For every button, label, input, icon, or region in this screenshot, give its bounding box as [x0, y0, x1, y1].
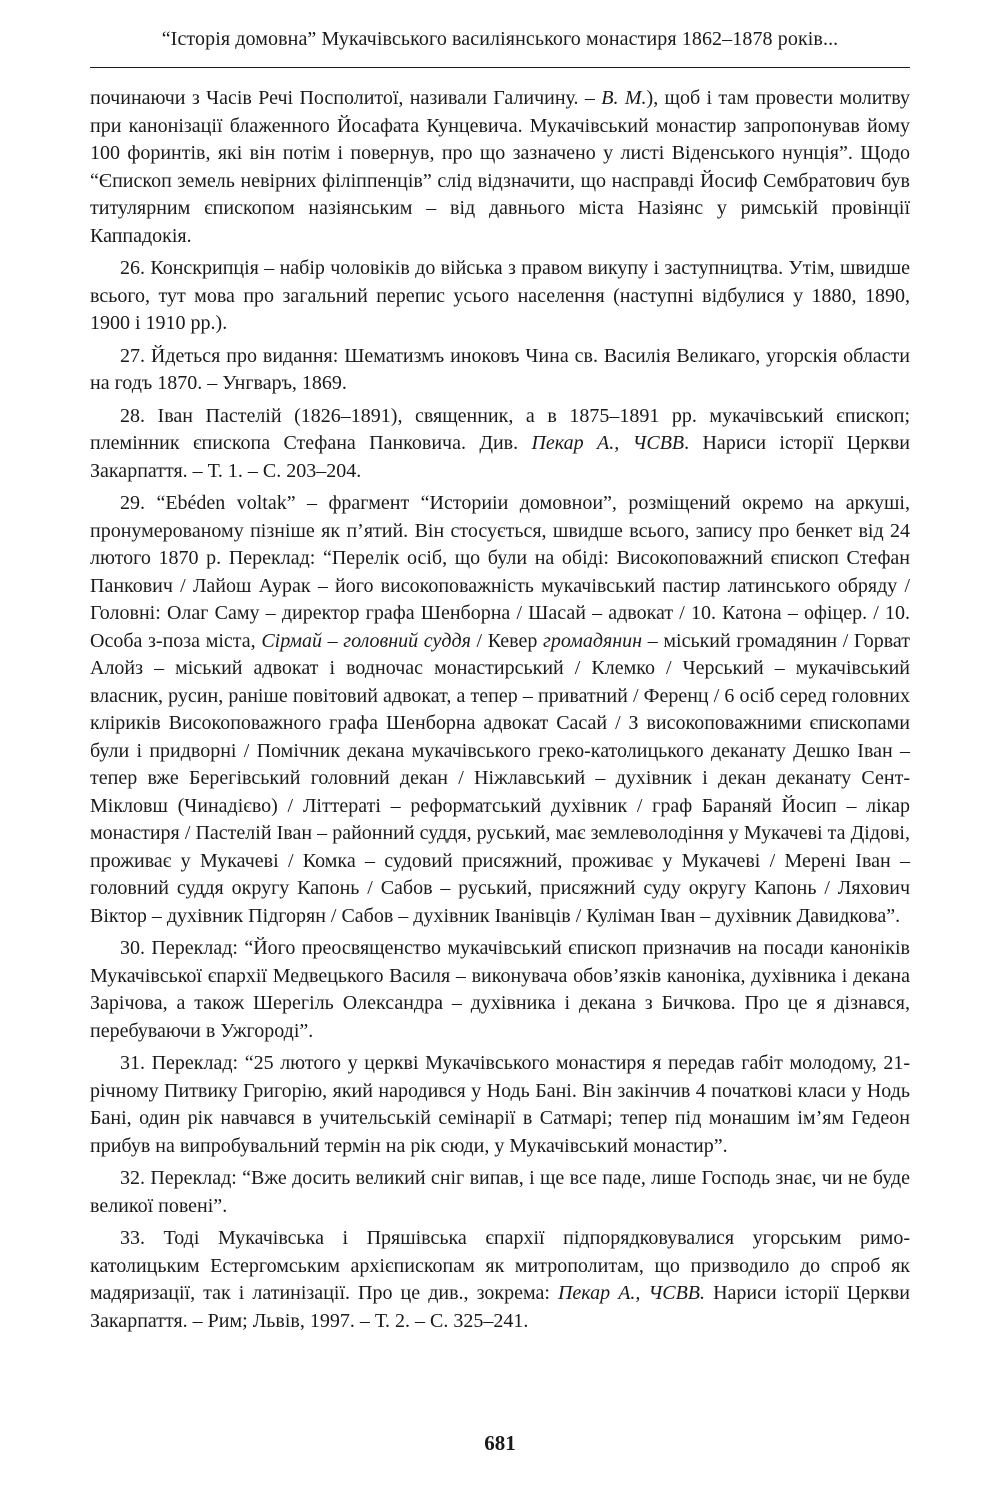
italic-run: Пекар А., ЧСВВ	[531, 432, 685, 454]
footnote-29	[90, 490, 910, 930]
text-run: . Нариси історії Церкви Закарпаття. – Т. 1. – С. 203–204.	[90, 432, 910, 482]
text-run: 32. Переклад: “Вже досить великий сніг випав, і ще все паде, лише Господь знає, чи не буде великої повені”.	[90, 1167, 910, 1217]
text-run: починаючи з Часів Речі Посполитої, називали Галичину. –	[90, 87, 602, 109]
text-run: 31. Переклад: “25 лютого у церкві Мукачівського монастиря я передав габіт молодому, 21-річному Питвику Григорію, який народився у Нодь Бані. Він закінчив 4 початкові класи у Нодь Бані, один рік навчався в учительській семінарії в Сатмарі; тепер під монашим ім’ям Гедеон прибув на випробувальний термін на рік сюди, у Мукачівський монастир”.	[90, 1052, 910, 1157]
text-run: ), щоб і там провести молитву при канонізації блаженного Йосафата Кунцевича. Мукачівський монастир запропонував йому 100 форинтів, які він потім і повернув, про що зазначено у листі Віденського нунція”. Щодо “Єпископ земель невірних філіппенців” слід відзначити, що насправді Йосиф Сембратович був титулярним єпископом назіянським – від давнього міста Назіянс у римській провінції Каппадокія.	[90, 87, 910, 247]
text-run: 33. Тоді Мукачівська і Пряшівська єпархії підпорядковувалися угорським римо-католицьким Естергомським архієпископам як митрополитам, що призводило до спроб як мадяризації, так і латинізації. Про це див., зокрема:	[90, 1227, 910, 1304]
text-run: 26. Конскрипція – набір чоловіків до війська з правом викупу і заступництва. Утім, швидше всього, тут мова про загальний перепис усього населення (наступні відбулися у 1880, 1890, 1900 і 1910 рр.).	[90, 257, 910, 334]
continuation-paragraph	[90, 85, 910, 250]
text-run: 30. Переклад: “Його преосвященство мукачівський єпископ призначив на посади каноніків Мукачівської єпархії Медвецького Василя – виконувача обов’язків каноніка, духівника і декана Зарічова, а також Шерегіль Олександра – духівника і декана з Бичкова. Про це я дізнався, перебуваючи в Ужгороді”.	[90, 937, 910, 1042]
footnote-28	[90, 403, 910, 486]
text-run: / Кевер	[470, 629, 544, 652]
page-number: 681	[484, 1431, 516, 1455]
footnote-27	[90, 343, 910, 398]
italic-run: Пекар А., ЧСВВ.	[557, 1282, 706, 1304]
italic-run: В. М.	[601, 87, 647, 109]
text-run: 27. Йдеться про видання: Шематизмъ иноковъ Чина св. Василія Великаго, угорскія области на годъ 1870. – Унгваръ, 1869.	[90, 344, 910, 394]
text-run: Нариси історії Церкви Закарпаття. – Рим; Львів, 1997. – Т. 2. – С. 325–241.	[90, 1282, 911, 1332]
text-run: 29. “Ebéden voltak” – фрагмент “Историіи домовнои”, розміщений окремо на аркуші, пронумерованому пізніше як п’ятий. Він стосується, швидше всього, запису про бенкет від 24 лютого 1870 р. Переклад: “Перелік осіб, що були на обіді: Високоповажний єпископ Стефан Панкович / Лайош Аурак – його високоповажність мукачівський пастир латинського обряду / Головні: Олаг Саму – директор графа Шенборна / Шасай – адвокат / 10. Катона – офіцер. / 10. Особа з-поза міста,	[90, 492, 910, 652]
footnote-31	[90, 1050, 910, 1160]
footnote-26	[90, 255, 910, 338]
page-body	[90, 85, 910, 1335]
footnote-32	[90, 1165, 910, 1220]
footnote-30	[90, 935, 910, 1045]
text-run: – міський громадянин / Горват Алойз – міський адвокат і водночас монастирський / Клемко / Черський – мукачівський власник, русин, раніше повітовий адвокат, а тепер – приватний / Ференц / 6 осіб серед головних кліриків Високоповажного графа Шенборна адвокат Сасай / З високоповажними єпископами були і придворні / Помічник декана мукачівського греко-католицького деканату Дешко Іван – тепер вже Берегівський головний декан / Ніжлавський – духівник і декан деканату Сент-Мікловш (Чинадієво) / Літтераті – реформатський духівник / граф Бараняй Йосип – лікар монастиря / Пастелій Іван – районний суддя, руський, має землеволодіння у Мукачеві та Дідові, проживає у Мукачеві / Комка – судовий присяжний, проживає у Мукачеві / Мерені Іван – головний суддя округу Капонь / Сабов – руський, присяжний суду округу Капонь / Ляхович Віктор – духівник Підгорян / Сабов – духівник Іванівців / Куліман Іван – духівник Давидкова”.	[90, 629, 910, 927]
italic-run: Сірмай – головний суддя	[261, 629, 471, 652]
running-header: “Історія домовна” Мукачівського василіянського монастиря 1862–1878 років...	[161, 28, 839, 50]
italic-run: громадянин	[543, 629, 643, 652]
text-run: 28. Іван Пастелій (1826–1891), священник, а в 1875–1891 рр. мукачівський єпископ; племінник єпископа Стефана Панковича. Див.	[90, 404, 910, 454]
footnote-33	[90, 1225, 910, 1335]
header-rule	[90, 67, 910, 68]
